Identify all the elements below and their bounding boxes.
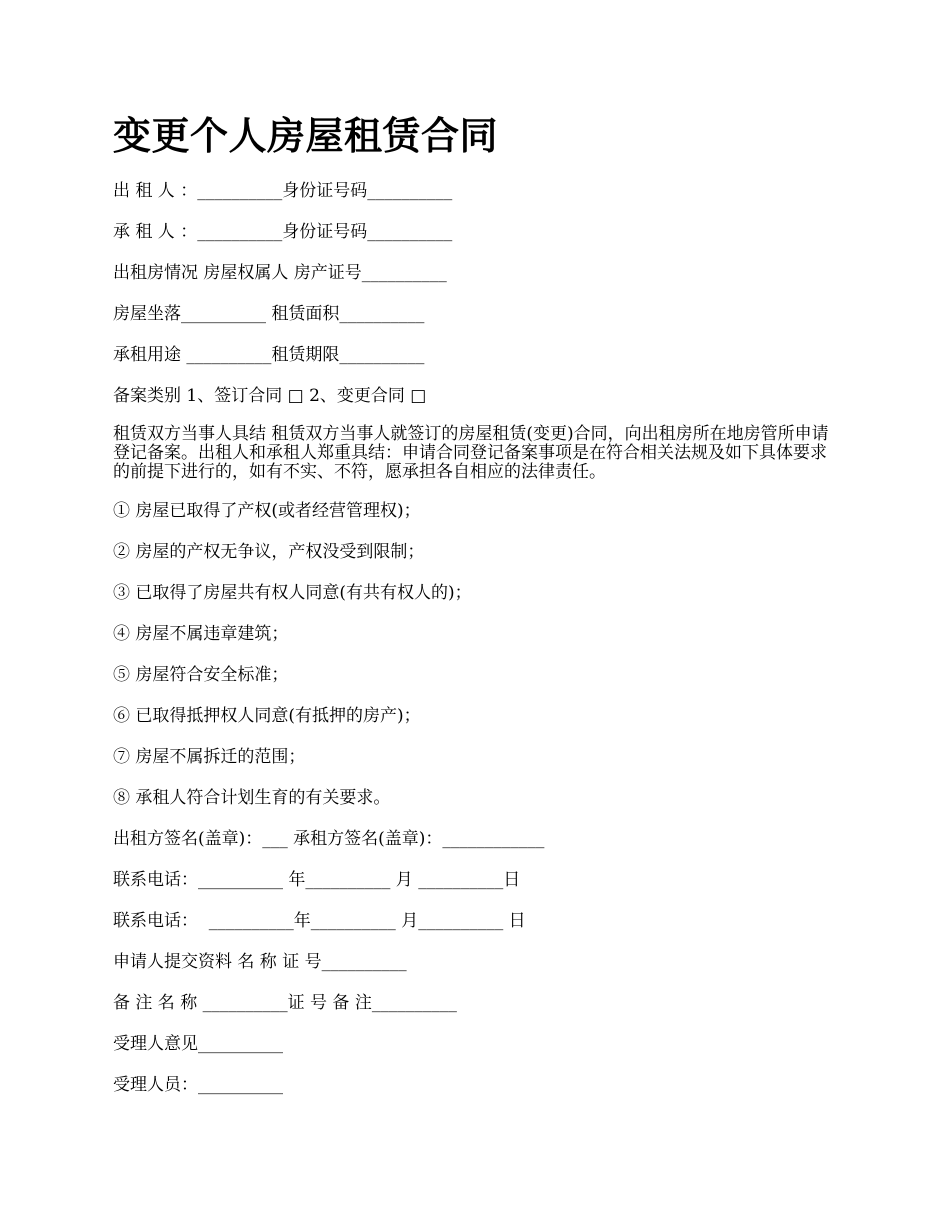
- lessee-line: 承 租 人 ：__________身份证号码__________: [113, 222, 453, 242]
- contract-page: [113, 110, 843, 1097]
- remarks-line: 备 注 名 称 __________证 号 备 注__________: [113, 993, 457, 1013]
- usage-term-line: 承租用途 __________租赁期限__________: [113, 345, 425, 365]
- location-area-line: 房屋坐落__________ 租赁面积__________: [113, 304, 425, 324]
- document-title: 变更个人房屋租赁合同: [113, 113, 499, 158]
- property-status-line: 出租房情况 房屋权属人 房产证号__________: [113, 263, 447, 283]
- condition-item: ④ 房屋不属违章建筑；: [113, 624, 289, 644]
- acceptance-staff-line: 受理人员：__________: [113, 1075, 283, 1095]
- signature-line: 出租方签名(盖章)：___ 承租方签名(盖章)：____________: [113, 829, 545, 849]
- condition-item: ③ 已取得了房屋共有权人同意(有共有权人的)；: [113, 583, 472, 603]
- condition-item: ⑦ 房屋不属拆迁的范围；: [113, 747, 306, 767]
- condition-item: ⑥ 已取得抵押权人同意(有抵押的房产)；: [113, 706, 421, 726]
- contact-date-line: 联系电话： __________年__________ 月__________ 日: [113, 911, 526, 931]
- condition-item: ⑧ 承租人符合计划生育的有关要求。: [113, 788, 391, 808]
- contact-date-line: 联系电话：__________ 年__________ 月 __________日: [113, 870, 521, 890]
- acceptance-opinion-line: 受理人意见__________: [113, 1034, 283, 1054]
- condition-item: ② 房屋的产权无争议，产权没受到限制；: [113, 542, 425, 562]
- filing-type-line: 备案类别 1、签订合同 □ 2、变更合同 □: [113, 386, 427, 406]
- declaration-paragraph: 租赁双方当事人具结 租赁双方当事人就签订的房屋租赁(变更)合同，向出租房所在地房管所申请登记备案。出租人和承租人郑重具结：申请合同登记备案事项是在符合相关法规及如下具体要求的前提下进行的，如有不实、不符，愿承担各自相应的法律责任。: [113, 424, 829, 482]
- condition-item: ① 房屋已取得了产权(或者经营管理权)；: [113, 501, 421, 521]
- lessor-line: 出 租 人 ：__________身份证号码__________: [113, 181, 453, 201]
- submitted-materials-line: 申请人提交资料 名 称 证 号__________: [113, 952, 407, 972]
- condition-item: ⑤ 房屋符合安全标准；: [113, 665, 289, 685]
